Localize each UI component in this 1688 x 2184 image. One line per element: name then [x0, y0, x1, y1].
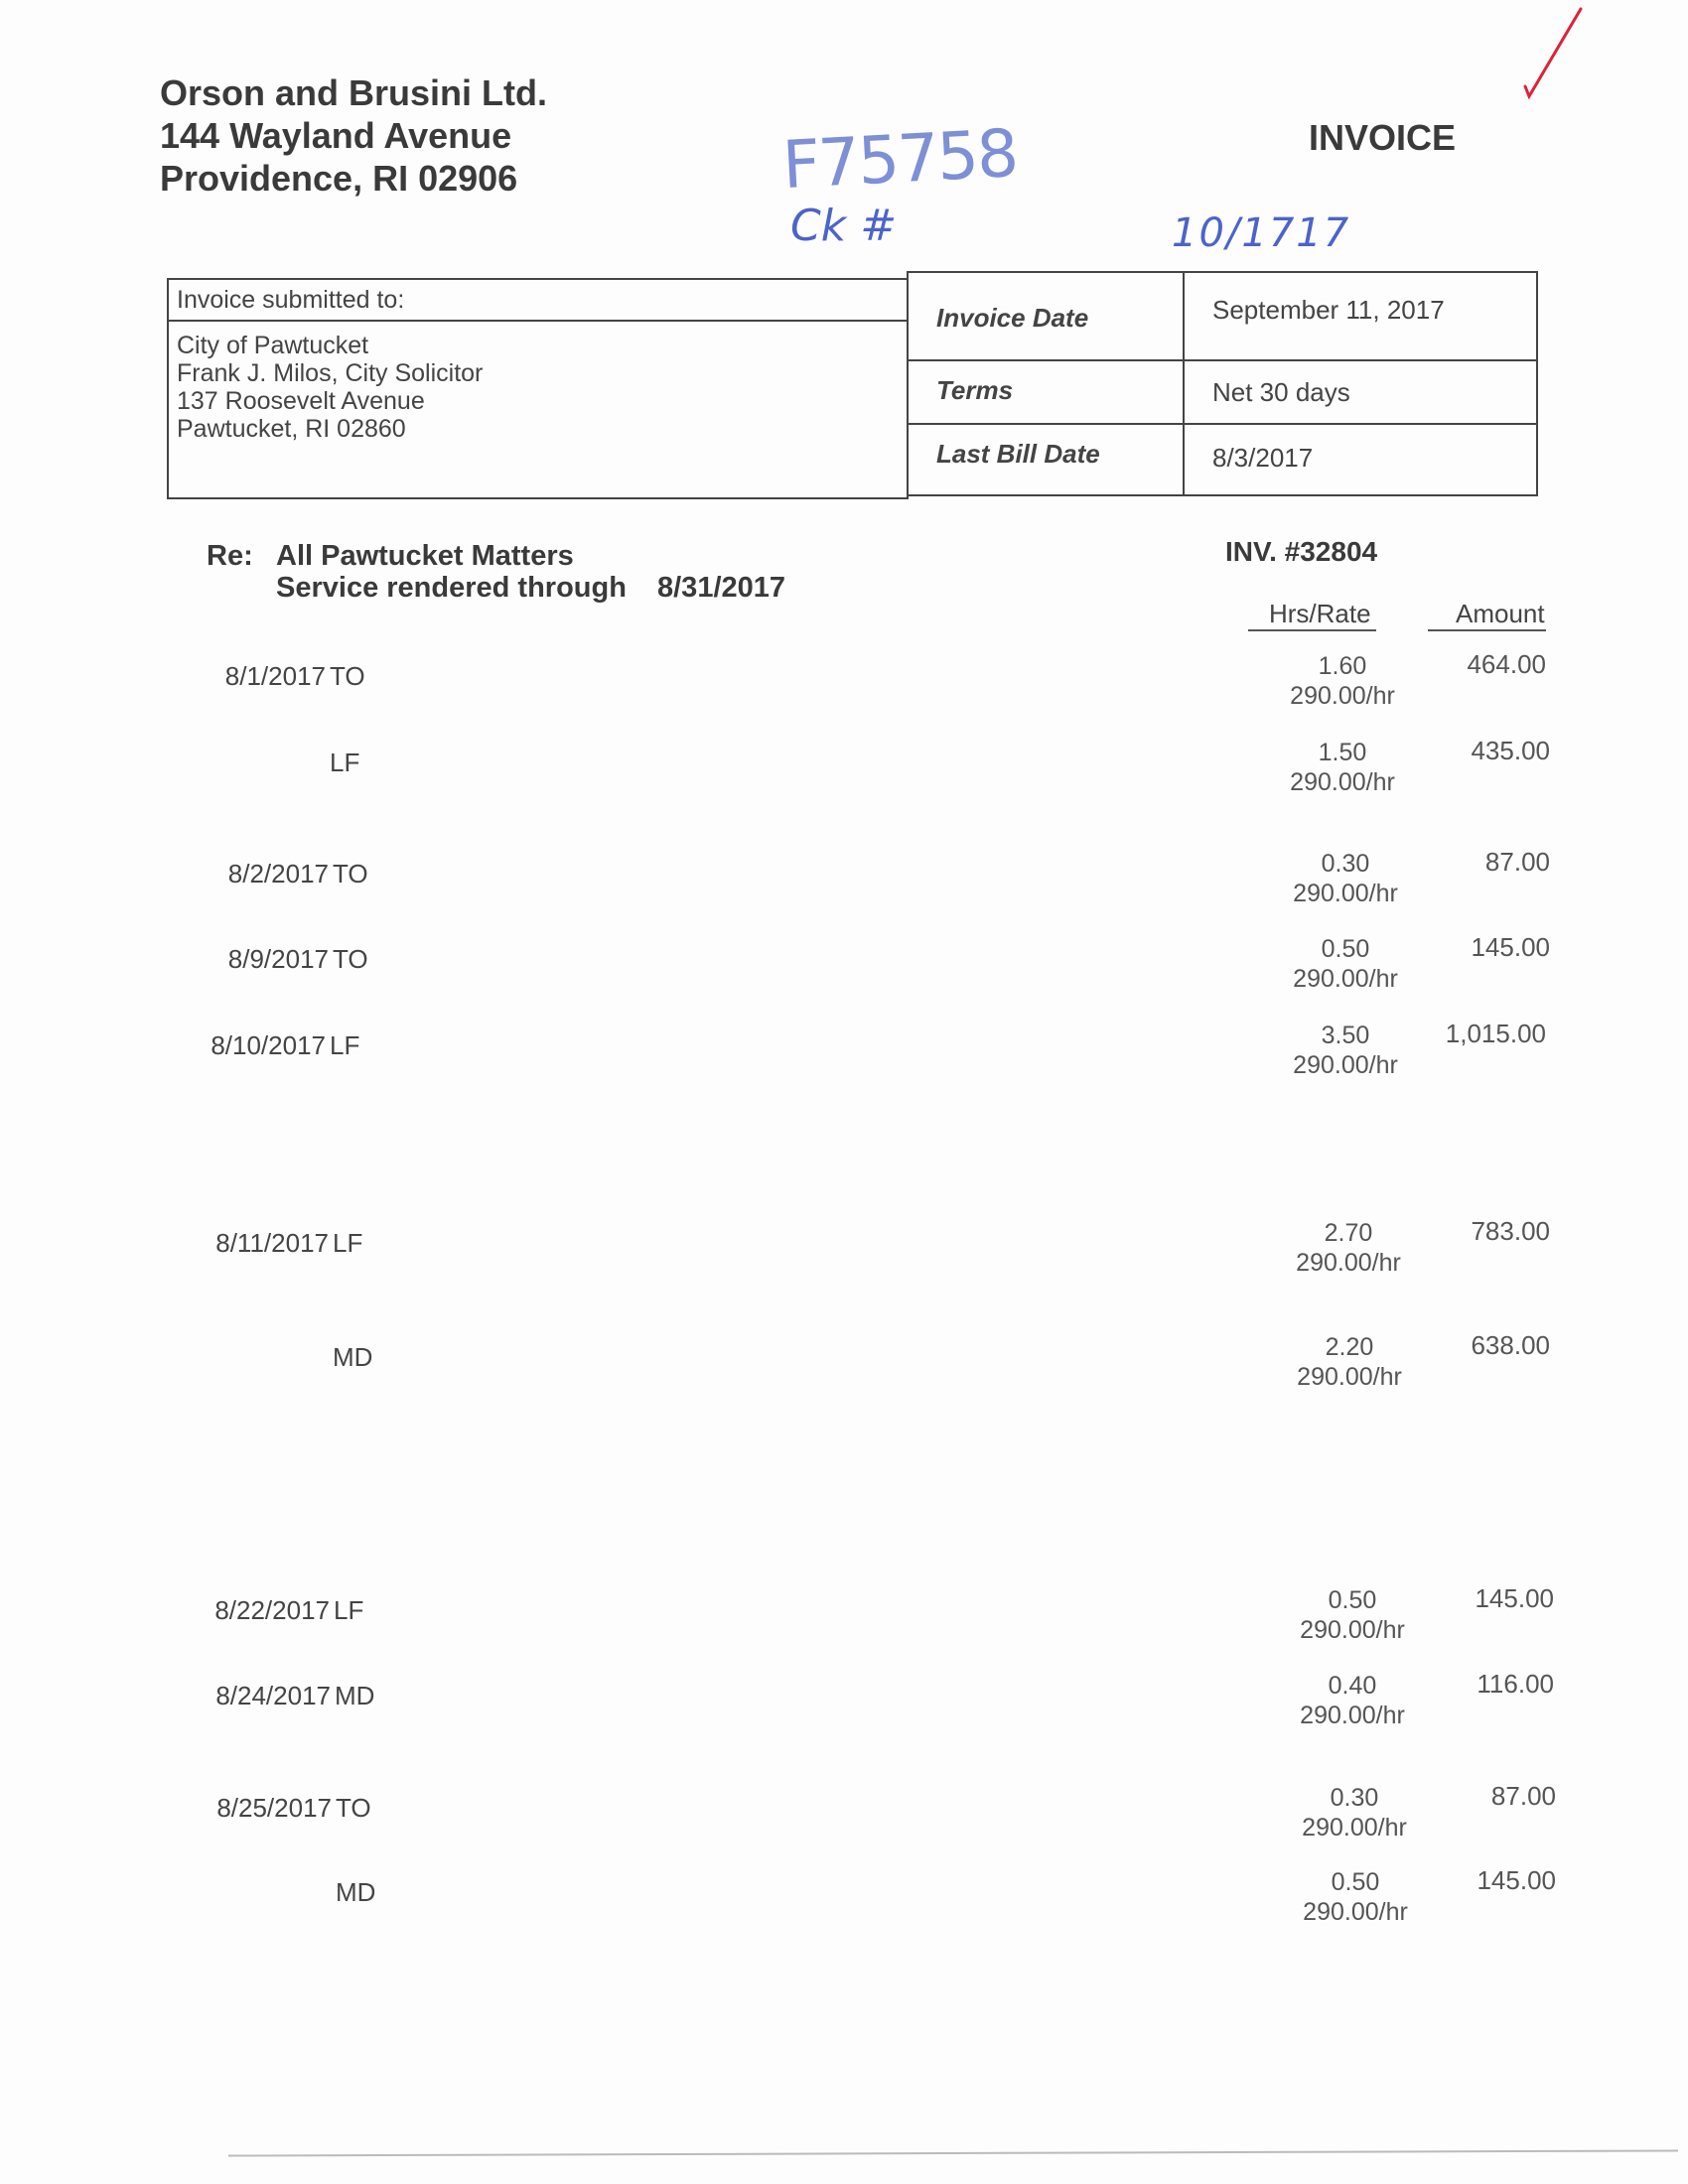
re-label: Re: [207, 540, 253, 572]
entry-amount: 435.00 [1471, 736, 1550, 765]
footer-rule [228, 2149, 1678, 2156]
meta-label: Terms [936, 375, 1014, 405]
entry-hours: 0.50 [1331, 1868, 1380, 1896]
invoice-meta-box [907, 271, 1538, 496]
entry-timekeeper-code: TO [336, 1793, 371, 1823]
invoice-number: INV. #32804 [1225, 536, 1378, 567]
entry-hours: 0.50 [1321, 935, 1370, 963]
handwritten-check-label: Ck # [790, 201, 898, 251]
entry-amount: 783.00 [1471, 1216, 1550, 1246]
entry-timekeeper-code: LF [333, 1228, 363, 1258]
entry-rate: 290.00/hr [1293, 965, 1398, 993]
entry-amount: 145.00 [1477, 1865, 1556, 1895]
meta-label: Last Bill Date [936, 439, 1100, 469]
bill-to-heading: Invoice submitted to: [177, 286, 405, 314]
meta-value: September 11, 2017 [1212, 295, 1445, 325]
entry-rate: 290.00/hr [1300, 1702, 1405, 1729]
entry-amount: 87.00 [1490, 1781, 1556, 1811]
sender-street: 144 Wayland Avenue [160, 115, 512, 156]
hrs-rate-underline [1248, 629, 1376, 631]
entry-timekeeper-code: MD [333, 1342, 373, 1372]
entry-rate: 290.00/hr [1293, 880, 1398, 907]
entry-rate: 290.00/hr [1297, 1363, 1402, 1391]
entry-date: 8/25/2017 [216, 1793, 332, 1823]
entry-amount: 87.00 [1484, 847, 1550, 877]
entry-date: 8/10/2017 [211, 1030, 326, 1060]
bill-to-line: City of Pawtucket [177, 332, 369, 359]
entry-timekeeper-code: MD [336, 1877, 376, 1907]
entry-date: 8/22/2017 [214, 1595, 330, 1625]
entry-hours: 1.60 [1318, 652, 1367, 680]
entry-date: 8/9/2017 [227, 944, 329, 974]
sender-address [160, 71, 547, 200]
entry-amount: 638.00 [1471, 1330, 1550, 1360]
entry-amount: 464.00 [1467, 649, 1546, 679]
entry-hours: 2.70 [1324, 1219, 1373, 1247]
bill-to-box [167, 278, 909, 499]
matter-info [276, 540, 627, 604]
entry-hours: 0.30 [1330, 1784, 1379, 1812]
entry-rate: 290.00/hr [1300, 1616, 1405, 1644]
entry-amount: 116.00 [1477, 1669, 1554, 1699]
bill-to-line: Frank J. Milos, City Solicitor [177, 359, 484, 387]
service-label: Service rendered through [276, 572, 627, 604]
handwritten-date: 10/1717 [1172, 210, 1351, 256]
entry-date: 8/2/2017 [227, 859, 329, 888]
entry-amount: 145.00 [1471, 932, 1550, 962]
entry-date: 8/11/2017 [215, 1228, 329, 1258]
entry-date: 8/1/2017 [224, 661, 326, 691]
red-check-mark-icon [1519, 5, 1589, 99]
entry-timekeeper-code: LF [330, 748, 360, 777]
meta-row-last-bill-date [909, 423, 1536, 494]
meta-value: Net 30 days [1212, 377, 1350, 407]
entry-date: 8/24/2017 [215, 1681, 331, 1710]
column-header-amount: Amount [1456, 599, 1545, 628]
entry-timekeeper-code: TO [333, 859, 368, 888]
entry-rate: 290.00/hr [1293, 1051, 1398, 1079]
bill-to-line: Pawtucket, RI 02860 [177, 415, 406, 443]
entry-timekeeper-code: MD [335, 1681, 375, 1710]
entry-timekeeper-code: LF [334, 1595, 364, 1625]
service-through-date: 8/31/2017 [657, 572, 786, 604]
entry-rate: 290.00/hr [1303, 1898, 1408, 1926]
bill-to-header [169, 280, 907, 322]
meta-row-terms [909, 359, 1536, 425]
entry-hours: 1.50 [1318, 739, 1367, 766]
bill-to-address [177, 332, 483, 443]
column-header-hrs-rate: Hrs/Rate [1269, 599, 1371, 628]
amount-underline [1428, 629, 1546, 631]
entry-timekeeper-code: LF [330, 1030, 360, 1060]
meta-value: 8/3/2017 [1212, 443, 1314, 473]
entry-hours: 0.50 [1328, 1586, 1377, 1614]
sender-city: Providence, RI 02906 [160, 158, 518, 199]
handwritten-voucher-number: F75758 [780, 114, 1019, 205]
entry-hours: 2.20 [1325, 1333, 1374, 1361]
entry-rate: 290.00/hr [1296, 1249, 1401, 1277]
entry-rate: 290.00/hr [1290, 768, 1395, 796]
matter-title: All Pawtucket Matters [276, 540, 574, 572]
entry-amount: 145.00 [1475, 1583, 1554, 1613]
entry-amount: 1,015.00 [1445, 1019, 1546, 1048]
entry-timekeeper-code: TO [333, 944, 368, 974]
document-title: INVOICE [1309, 117, 1457, 158]
meta-label: Invoice Date [936, 303, 1089, 333]
meta-row-invoice-date [909, 273, 1536, 361]
entry-hours: 3.50 [1321, 1022, 1370, 1049]
entry-rate: 290.00/hr [1290, 682, 1395, 710]
bill-to-line: 137 Roosevelt Avenue [177, 387, 425, 415]
sender-name: Orson and Brusini Ltd. [160, 72, 548, 113]
entry-rate: 290.00/hr [1302, 1814, 1407, 1842]
entry-timekeeper-code: TO [330, 661, 365, 691]
entry-hours: 0.30 [1321, 850, 1370, 878]
entry-hours: 0.40 [1328, 1672, 1377, 1700]
